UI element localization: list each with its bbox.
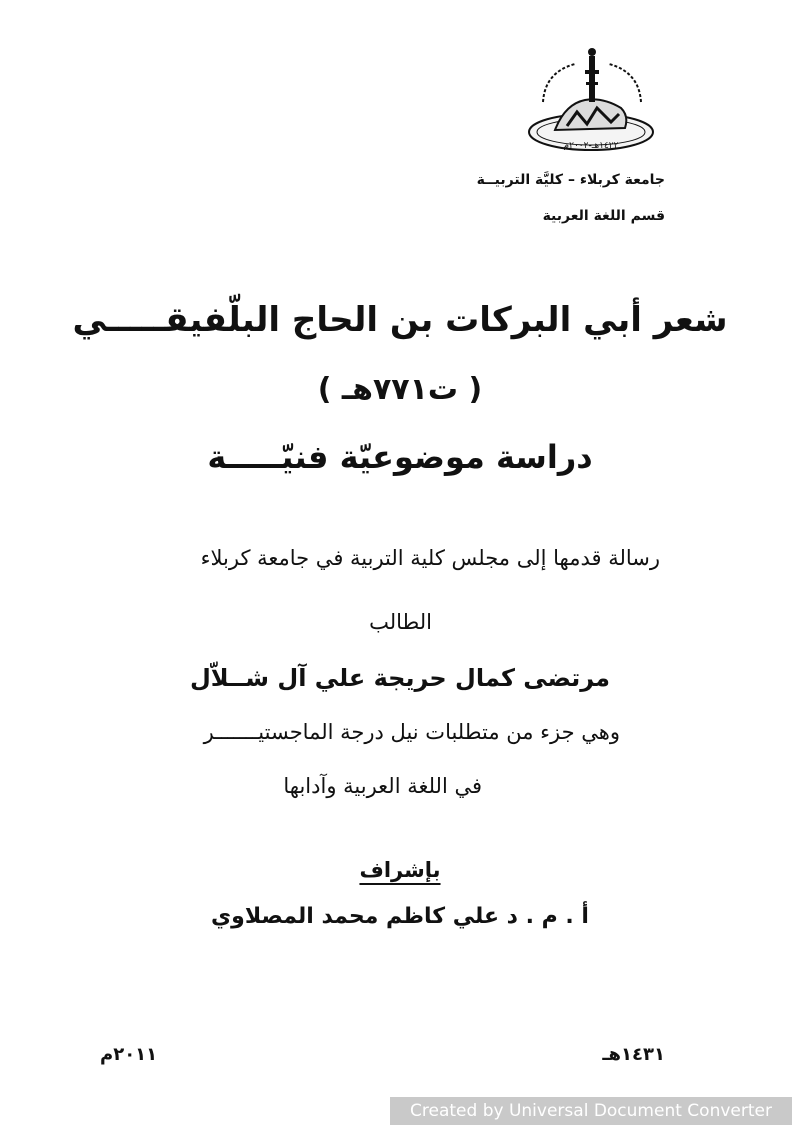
converter-watermark: Created by Universal Document Converter: [390, 1097, 792, 1125]
hijri-date: ١٤٣١هـ: [602, 1044, 665, 1065]
supervision-label: بإشراف: [359, 858, 441, 882]
logo-year-text: ١٤٢٢هـ-٢٠٠٢م: [563, 141, 619, 151]
submission-statement: رسالة قدمها إلى مجلس كلية التربية في جامعة كربلاء: [200, 546, 660, 570]
thesis-title-date: ( ت٧٧١هـ ): [317, 372, 483, 407]
thesis-subtitle: دراسة موضوعيّة فنيّـــــة: [207, 438, 593, 476]
student-label: الطالب: [369, 610, 432, 634]
karbala-university-seal-icon: [525, 42, 657, 160]
supervision-heading: [0, 858, 800, 882]
thesis-title: شعر أبي البركات بن الحاج البلّفيقـــــي: [72, 300, 728, 340]
student-name: مرتضى كمال حريجة علي آل شــلاّل: [189, 664, 611, 692]
university-college-line: جامعة كربلاء – كليَّة التربيــة: [476, 172, 665, 188]
gregorian-date: ٢٠١١م: [100, 1044, 158, 1065]
degree-requirement: وهي جزء من متطلبات نيل درجة الماجستيـــــــر: [203, 720, 620, 744]
supervisor-name: أ . م . د علي كاظم محمد المصلاوي: [211, 904, 589, 929]
university-logo: [525, 42, 657, 160]
department-line: قسم اللغة العربية: [542, 208, 665, 224]
field-of-study: في اللغة العربية وآدابها: [283, 774, 482, 798]
